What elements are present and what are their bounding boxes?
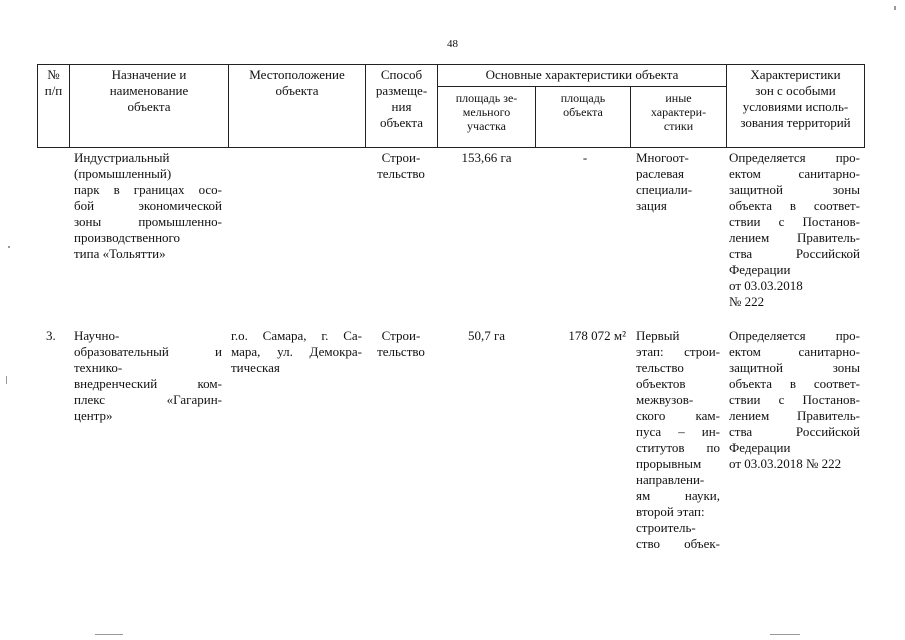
row-2-purpose-line-4: внедренческий ком- xyxy=(74,376,222,391)
row-2-location xyxy=(231,328,362,376)
row-2-zones-line-5: ствии с Постанов- xyxy=(729,392,860,407)
row-1-purpose-line-1: Индустриальный xyxy=(74,150,170,165)
row-1-purpose-line-7: типа «Тольятти» xyxy=(74,246,166,261)
row-2-other-line-12: второй этап: xyxy=(636,504,705,519)
header-num-line-1: № xyxy=(47,67,60,82)
row-1-zones-line-2: ектом санитарно- xyxy=(729,166,860,181)
row-2-object-area xyxy=(536,328,626,344)
header-zones-line-2: зон с особыми xyxy=(755,83,836,98)
page-number: 48 xyxy=(447,38,458,50)
header-location-line-1: Местоположение xyxy=(249,67,345,82)
row-1-other xyxy=(636,150,720,214)
row-2-zones-line-6: лением Правитель- xyxy=(729,408,860,423)
row-2-other-line-1: Первый xyxy=(636,328,680,343)
row-1-zones xyxy=(729,150,860,310)
header-object-area xyxy=(536,91,630,119)
row-2-zones xyxy=(729,328,860,472)
row-2-zones-line-1: Определяется про- xyxy=(729,328,860,343)
header-main-characteristics-label: Основные характеристики объекта xyxy=(485,67,679,82)
row-2-location-line-2: мара, ул. Демокра- xyxy=(231,344,362,359)
header-method-line-1: Способ xyxy=(380,67,423,82)
row-2-purpose-line-5: плекс «Гагарин- xyxy=(74,392,222,407)
header-other-line-1: иные xyxy=(665,91,692,105)
header-purpose xyxy=(70,67,228,115)
row-1-zones-line-8: Федерации xyxy=(729,262,791,277)
row-2-zones-line-2: ектом санитарно- xyxy=(729,344,860,359)
row-1-land-area-value: 153,66 га xyxy=(461,150,512,165)
row-1-purpose xyxy=(74,150,222,262)
header-land-area-line-1: площадь зе- xyxy=(455,91,518,105)
row-2-other-line-4: объектов xyxy=(636,376,686,391)
row-2-object-area-value: 178 072 м² xyxy=(568,328,626,343)
row-1-object-area-value: - xyxy=(582,150,588,165)
header-object-area-line-2: объекта xyxy=(563,105,603,119)
scan-speck-3 xyxy=(6,376,7,384)
header-method xyxy=(366,67,437,131)
header-method-line-4: объекта xyxy=(379,115,424,130)
row-2-location-line-3: тическая xyxy=(231,360,280,375)
row-1-method xyxy=(368,150,434,182)
header-method-line-3: ния xyxy=(391,99,412,114)
header-land-area-line-2: мельного xyxy=(462,105,511,119)
row-2-other-line-6: ского кам- xyxy=(636,408,720,423)
header-land-area-line-3: участка xyxy=(467,119,506,133)
scan-speck-5 xyxy=(770,634,800,635)
header-method-line-2: размеще- xyxy=(375,83,428,98)
row-1-zones-line-6: лением Правитель- xyxy=(729,230,860,245)
header-zones-line-3: условиями исполь- xyxy=(742,99,849,114)
header-zones xyxy=(727,67,864,131)
header-location-line-2: объекта xyxy=(275,83,319,98)
header-purpose-line-1: Назначение и xyxy=(111,67,187,82)
row-2-other-line-11: ям науки, xyxy=(636,488,720,503)
row-1-zones-line-3: защитной зоны xyxy=(729,182,860,197)
row-2-num-value: 3. xyxy=(46,328,56,343)
row-2-zones-line-8: Федерации xyxy=(729,440,791,455)
row-2-method-line-1: Строи- xyxy=(381,328,421,343)
row-2-purpose-line-6: центр» xyxy=(74,408,113,423)
row-2-other-line-7: пуса – ин- xyxy=(636,424,720,439)
header-other-characteristics xyxy=(631,91,726,133)
row-2-other-line-2: этап: строи- xyxy=(636,344,720,359)
row-2-land-area-value: 50,7 га xyxy=(467,328,506,343)
row-1-method-line-1: Строи- xyxy=(381,150,421,165)
row-2-purpose-line-2: образовательный и xyxy=(74,344,222,359)
header-location xyxy=(229,67,365,99)
row-2-other-line-5: межвузов- xyxy=(636,392,694,407)
row-2-method-line-2: тельство xyxy=(377,344,425,359)
row-1-purpose-line-4: бой экономической xyxy=(74,198,222,213)
row-2-num xyxy=(46,328,68,344)
header-other-line-2: характери- xyxy=(650,105,707,119)
row-1-zones-line-7: ства Российской xyxy=(729,246,860,261)
row-1-purpose-line-3: парк в границах осо- xyxy=(74,182,222,197)
header-num xyxy=(38,67,69,99)
row-1-zones-line-1: Определяется про- xyxy=(729,150,860,165)
header-main-characteristics xyxy=(438,67,726,83)
header-num-line-2: п/п xyxy=(44,83,63,98)
scan-speck-4 xyxy=(95,634,123,635)
header-zones-line-4: зования территорий xyxy=(740,115,851,130)
row-2-zones-line-9: от 03.03.2018 № 222 xyxy=(729,456,842,471)
row-1-other-line-1: Многоот- xyxy=(636,150,689,165)
row-2-other-line-13: строитель- xyxy=(636,520,696,535)
header-zones-line-1: Характеристики xyxy=(750,67,841,82)
row-2-other-line-3: тельство xyxy=(636,360,684,375)
header-land-area xyxy=(438,91,535,133)
header-object-area-line-1: площадь xyxy=(560,91,606,105)
row-1-zones-line-4: объекта в соответ- xyxy=(729,198,860,213)
row-2-other-line-9: прорывным xyxy=(636,456,702,471)
scan-speck-1 xyxy=(894,6,896,10)
scan-speck-2 xyxy=(8,246,10,248)
row-2-method xyxy=(368,328,434,360)
row-1-land-area xyxy=(438,150,535,166)
row-2-zones-line-4: объекта в соответ- xyxy=(729,376,860,391)
row-2-location-line-1: г.о. Самара, г. Са- xyxy=(231,328,362,343)
row-2-purpose-line-3: технико- xyxy=(74,360,123,375)
row-1-other-line-4: зация xyxy=(636,198,667,213)
row-1-zones-line-5: ствии с Постанов- xyxy=(729,214,860,229)
row-1-purpose-line-6: производственного xyxy=(74,230,181,245)
row-2-other-line-8: ститутов по xyxy=(636,440,720,455)
row-2-zones-line-7: ства Российской xyxy=(729,424,860,439)
row-1-method-line-2: тельство xyxy=(377,166,425,181)
row-1-purpose-line-5: зоны промышленно- xyxy=(74,214,222,229)
header-purpose-line-3: объекта xyxy=(127,99,171,114)
row-2-other-line-10: направлени- xyxy=(636,472,705,487)
row-2-zones-line-3: защитной зоны xyxy=(729,360,860,375)
row-2-other-line-14: ство объек- xyxy=(636,536,720,551)
row-1-other-line-3: специали- xyxy=(636,182,693,197)
row-2-land-area xyxy=(438,328,535,344)
row-1-object-area xyxy=(536,150,634,166)
row-2-other xyxy=(636,328,720,552)
row-1-purpose-line-2: (промышленный) xyxy=(74,166,172,181)
row-1-other-line-2: раслевая xyxy=(636,166,685,181)
row-1-zones-line-10: № 222 xyxy=(729,294,765,309)
row-2-purpose xyxy=(74,328,222,424)
header-other-line-3: стики xyxy=(663,119,694,133)
header-purpose-line-2: наименование xyxy=(109,83,189,98)
row-1-zones-line-9: от 03.03.2018 xyxy=(729,278,803,293)
row-2-purpose-line-1: Научно- xyxy=(74,328,120,343)
